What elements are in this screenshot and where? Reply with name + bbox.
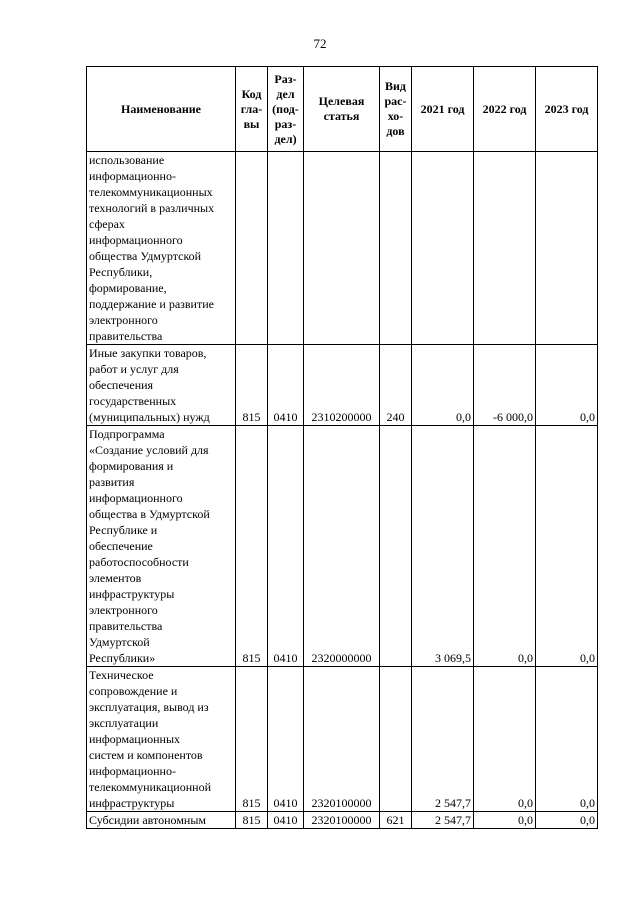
row-2023: 0,0 <box>536 667 598 812</box>
row-target: 2320000000 <box>304 426 380 667</box>
table-row <box>87 667 598 812</box>
row-expense <box>380 152 412 345</box>
row-2021: 0,0 <box>412 345 474 426</box>
row-code: 815 <box>236 667 268 812</box>
row-section: 0410 <box>268 426 304 667</box>
row-expense: 621 <box>380 812 412 829</box>
row-section <box>268 152 304 345</box>
row-section: 0410 <box>268 667 304 812</box>
page-number: 72 <box>313 36 327 51</box>
row-2022: 0,0 <box>474 812 536 829</box>
row-2021 <box>412 152 474 345</box>
row-2023: 0,0 <box>536 345 598 426</box>
table-header-row <box>87 67 598 152</box>
table-row <box>87 812 598 829</box>
row-code: 815 <box>236 426 268 667</box>
row-name: Субсидии автономным <box>87 812 236 829</box>
header-target: Целевая статья <box>304 67 380 152</box>
header-expense: Вид рас- хо- дов <box>380 67 412 152</box>
row-name: Иные закупки товаров, работ и услуг для обеспечения государственных (муниципальных) нужд <box>87 345 236 426</box>
table-row <box>87 426 598 667</box>
header-2022: 2022 год <box>474 67 536 152</box>
row-name: использование информационно- телекоммуникационных технологий в различных сферах информационного общества Удмуртской Республики, формирование, поддержание и развитие электронного правительства <box>87 152 236 345</box>
row-2023 <box>536 152 598 345</box>
row-name: Техническое сопровождение и эксплуатация, вывод из эксплуатации информационных систем и компонентов информационно- телекоммуникационной инфраструктуры <box>87 667 236 812</box>
table-row <box>87 152 598 345</box>
row-2021: 3 069,5 <box>412 426 474 667</box>
row-expense <box>380 426 412 667</box>
header-section: Раз- дел (под- раз- дел) <box>268 67 304 152</box>
row-code: 815 <box>236 345 268 426</box>
row-target: 2320100000 <box>304 667 380 812</box>
row-code: 815 <box>236 812 268 829</box>
header-name: Наименование <box>87 67 236 152</box>
header-2023: 2023 год <box>536 67 598 152</box>
row-target <box>304 152 380 345</box>
row-2022 <box>474 152 536 345</box>
header-2021: 2021 год <box>412 67 474 152</box>
row-name: Подпрограмма «Создание условий для формирования и развития информационного общества в Удмуртской Республике и обеспечение работоспособности элементов инфраструктуры электронного правительства Удмуртской Республики» <box>87 426 236 667</box>
row-code <box>236 152 268 345</box>
row-2021: 2 547,7 <box>412 667 474 812</box>
header-code: Код гла- вы <box>236 67 268 152</box>
row-2023: 0,0 <box>536 812 598 829</box>
row-section: 0410 <box>268 345 304 426</box>
row-expense: 240 <box>380 345 412 426</box>
row-2023: 0,0 <box>536 426 598 667</box>
row-2022: 0,0 <box>474 667 536 812</box>
table-row <box>87 345 598 426</box>
row-target: 2320100000 <box>304 812 380 829</box>
row-2022: -6 000,0 <box>474 345 536 426</box>
row-section: 0410 <box>268 812 304 829</box>
row-expense <box>380 667 412 812</box>
row-target: 2310200000 <box>304 345 380 426</box>
row-2022: 0,0 <box>474 426 536 667</box>
budget-table <box>86 66 598 829</box>
row-2021: 2 547,7 <box>412 812 474 829</box>
